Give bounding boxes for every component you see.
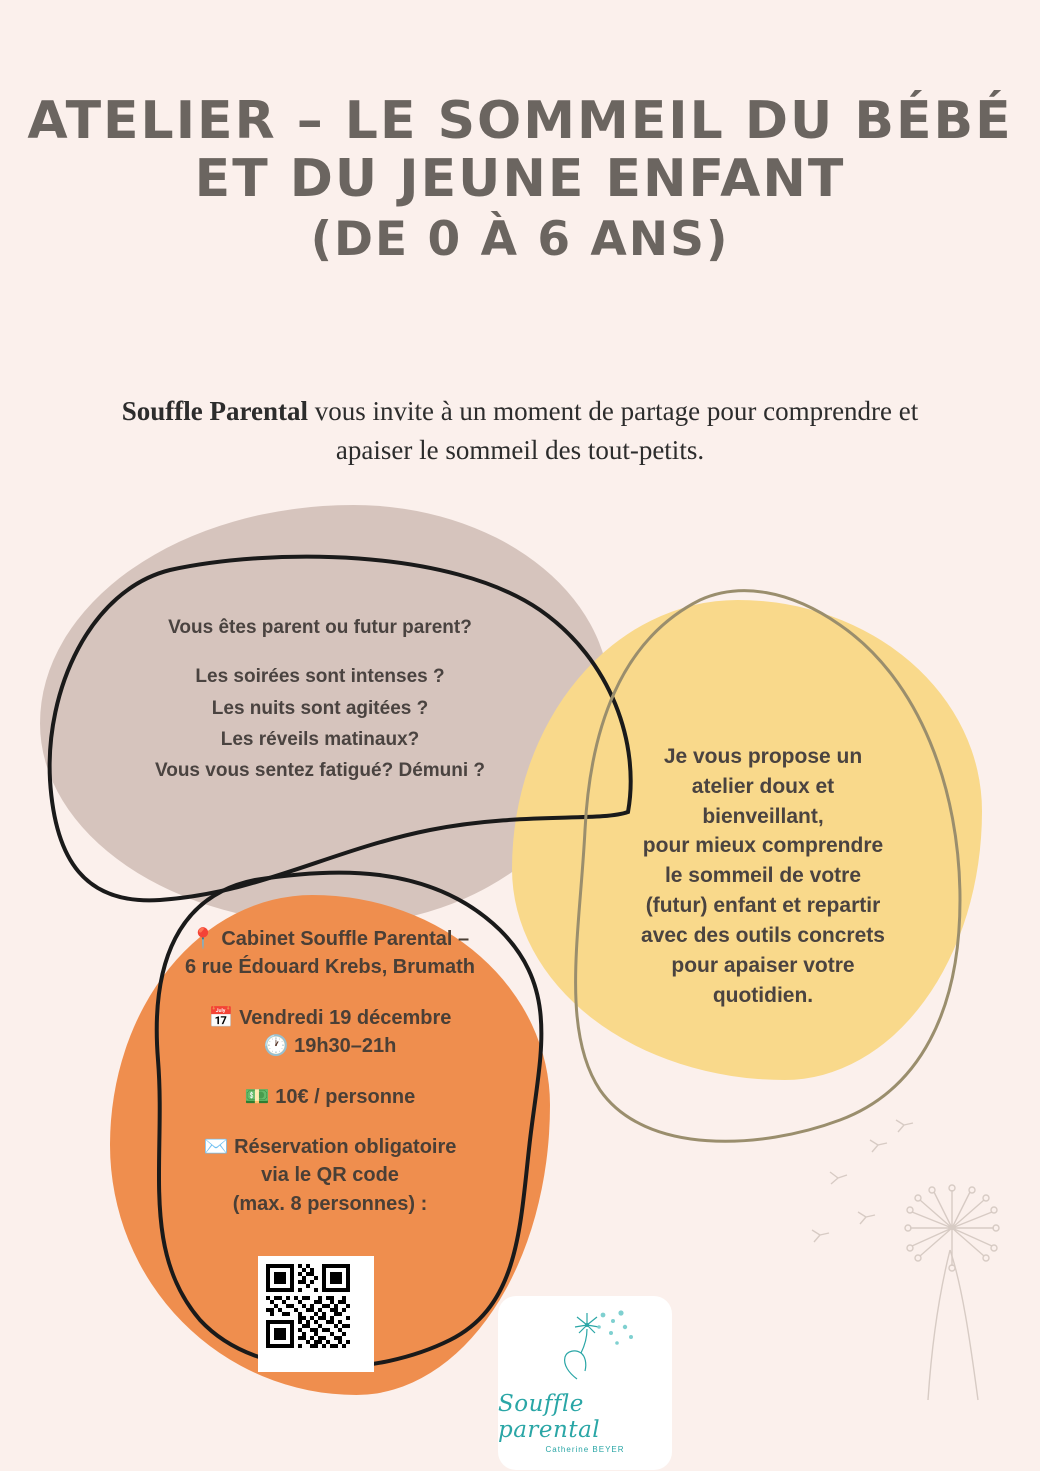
question-item: Les réveils matinaux?: [220, 729, 420, 751]
proposal-line: atelier doux et: [691, 774, 835, 798]
question-item: Vous vous sentez fatigué? Démuni ?: [154, 760, 486, 782]
qr-code[interactable]: [258, 1256, 374, 1372]
booking-text-2: via le QR code: [261, 1164, 399, 1187]
question-item: Les nuits sont agitées ?: [211, 697, 429, 719]
location-text-1: Cabinet Souffle Parental –: [221, 928, 470, 950]
clock-icon: 🕐: [263, 1035, 289, 1058]
location-row: [130, 925, 530, 982]
intro-paragraph: [120, 392, 920, 470]
proposal-line: bienveillant,: [702, 804, 824, 828]
poster-title: [0, 92, 1040, 267]
price-text: 10€ / personne: [275, 1085, 416, 1108]
question-item: Les soirées sont intenses ?: [195, 666, 445, 688]
date-row: [130, 1004, 530, 1061]
proposal-line: le sommeil de votre: [664, 864, 862, 888]
time-line: [130, 1032, 530, 1060]
booking-line-1: [130, 1133, 530, 1161]
title-line-2: ET DU JEUNE ENFANT: [194, 149, 846, 210]
calendar-icon: 📅: [208, 1006, 234, 1029]
qr-code-image: [266, 1264, 350, 1348]
logo-card: [498, 1296, 672, 1470]
title-line-1: ATELIER – LE SOMMEIL DU BÉBÉ: [27, 91, 1013, 151]
booking-text-1: Réservation obligatoire: [234, 1135, 457, 1158]
location-pin-icon: 📍: [190, 928, 216, 950]
location-text-2: 6 rue Édouard Krebs, Brumath: [184, 956, 476, 979]
event-details: [130, 925, 530, 1218]
logo-subtitle: Catherine BEYER: [545, 1445, 625, 1454]
proposal-line: pour mieux comprendre: [642, 834, 884, 858]
intro-text: vous invite à un moment de partage pour comprendre et apaiser le sommeil des tout-petits.: [307, 396, 919, 466]
title-line-3: (DE 0 À 6 ANS): [310, 212, 730, 268]
booking-row: [130, 1133, 530, 1218]
envelope-icon: ✉️: [203, 1135, 229, 1158]
proposal-line: Je vous propose un: [663, 745, 863, 768]
proposal-block: [598, 742, 928, 1010]
proposal-line: quotidien.: [712, 983, 814, 1007]
brand-name: Souffle Parental: [121, 396, 308, 426]
proposal-line: avec des outils concrets: [641, 923, 885, 947]
proposal-line: pour apaiser votre: [671, 953, 855, 977]
questions-lead: Vous êtes parent ou futur parent?: [168, 617, 472, 638]
logo-name: Souffle parental: [498, 1391, 601, 1443]
questions-block: [70, 612, 570, 787]
location-line-1: [130, 925, 530, 953]
hand-blowing-dandelion-icon: [525, 1301, 645, 1387]
proposal-line: (futur) enfant et repartir: [645, 894, 881, 918]
money-icon: 💵: [244, 1085, 270, 1108]
booking-text-3: (max. 8 personnes) :: [232, 1192, 428, 1215]
dandelion-illustration: [800, 1100, 1010, 1430]
time-text: 19h30–21h: [294, 1035, 397, 1058]
date-text: Vendredi 19 décembre: [239, 1006, 452, 1029]
spacer: [70, 643, 570, 661]
price-row: [130, 1083, 530, 1111]
date-line: [130, 1004, 530, 1032]
